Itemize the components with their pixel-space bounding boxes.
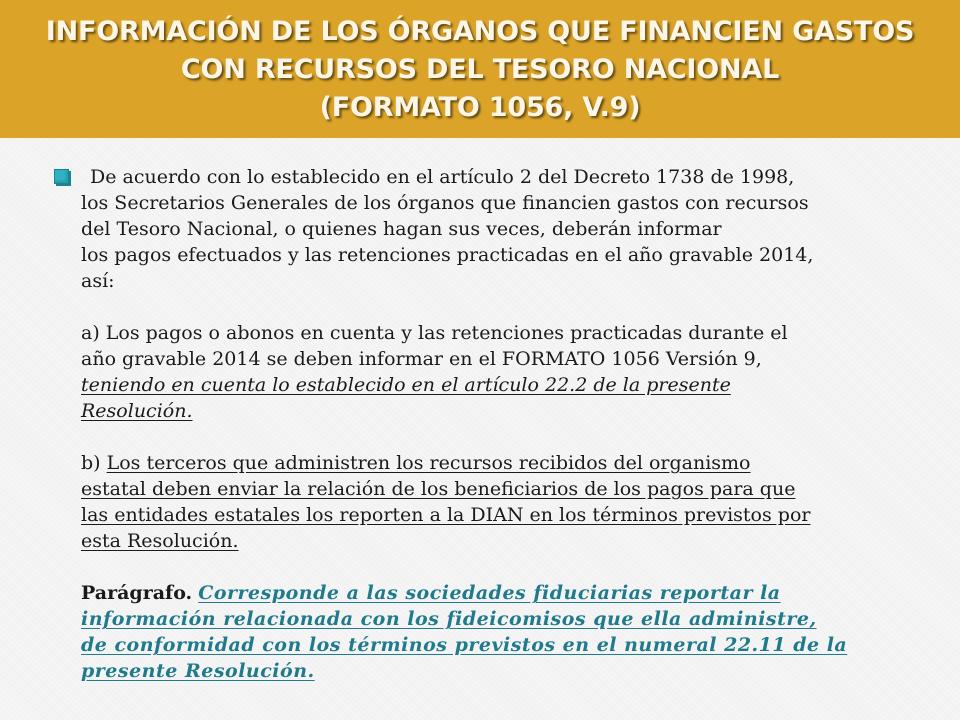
- paragrafo-link[interactable]: información relacionada con los fideicomisos que ella administre,: [81, 608, 817, 630]
- spacer: [81, 554, 934, 580]
- spacer: [81, 294, 934, 320]
- checkbox-bullet-icon: [54, 169, 69, 184]
- item-b-prefix: b): [81, 452, 107, 474]
- title-line-3: (FORMATO 1056, V.9): [319, 92, 641, 123]
- item-a-reference: teniendo en cuenta lo establecido en el artículo 22.2 de la presente: [81, 374, 731, 396]
- paragrafo-link[interactable]: presente Resolución.: [81, 660, 315, 682]
- bullet-paragraph: [81, 164, 934, 684]
- paragrafo-link[interactable]: Corresponde a las sociedades fiduciarias reportar la: [198, 582, 781, 604]
- item-a-line: a) Los pagos o abonos en cuenta y las retenciones practicadas durante el: [81, 322, 788, 344]
- item-a-reference: Resolución.: [81, 400, 193, 422]
- intro-line: los pagos efectuados y las retenciones practicadas en el año gravable 2014,: [81, 244, 814, 266]
- paragrafo-label: Parágrafo.: [81, 582, 193, 604]
- intro-line: así:: [81, 270, 115, 292]
- title-line-1: INFORMACIÓN DE LOS ÓRGANOS QUE FINANCIEN GASTOS: [45, 16, 915, 47]
- item-b-text: esta Resolución.: [81, 530, 239, 552]
- item-b-text: las entidades estatales los reporten a la DIAN en los términos previstos por: [81, 504, 811, 526]
- intro-line: del Tesoro Nacional, o quienes hagan sus veces, deberán informar: [81, 218, 722, 240]
- intro-line: De acuerdo con lo establecido en el artículo 2 del Decreto 1738 de 1998,: [90, 166, 795, 188]
- title-line-2: CON RECURSOS DEL TESORO NACIONAL: [180, 54, 780, 85]
- intro-line: los Secretarios Generales de los órganos que financien gastos con recursos: [81, 192, 809, 214]
- slide-body: [54, 164, 934, 684]
- spacer: [81, 424, 934, 450]
- item-a-line: año gravable 2014 se deben informar en el FORMATO 1056 Versión 9,: [81, 348, 762, 370]
- paragrafo-link[interactable]: de conformidad con los términos previstos en el numeral 22.11 de la: [81, 634, 848, 656]
- item-b-text: Los terceros que administren los recursos recibidos del organismo: [106, 452, 751, 474]
- item-b-text: estatal deben enviar la relación de los beneficiarios de los pagos para que: [81, 478, 796, 500]
- slide-title-banner: [0, 0, 960, 138]
